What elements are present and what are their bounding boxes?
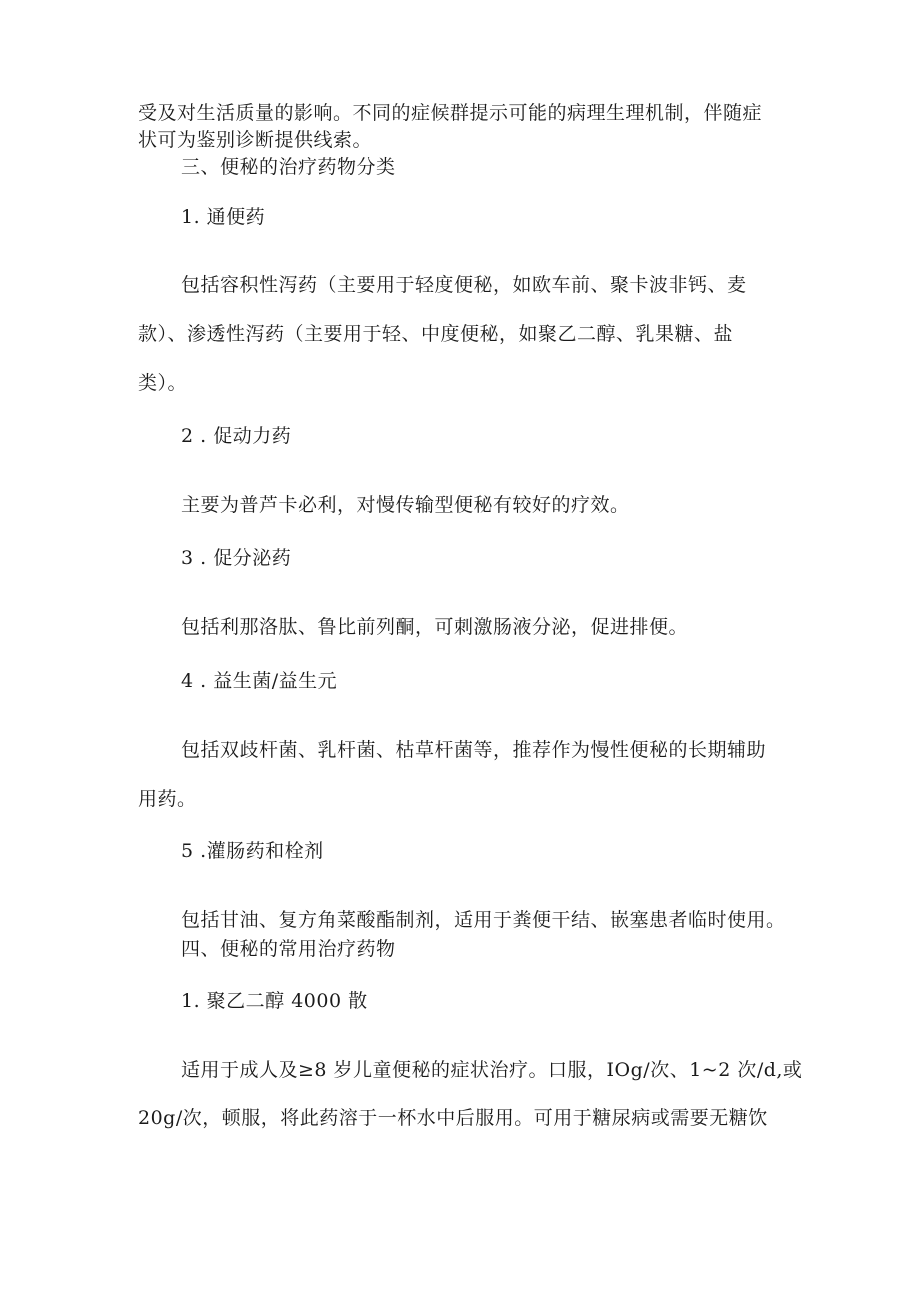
body-text-line: 款）、渗透性泻药（主要用于轻、中度便秘，如聚乙二醇、乳果糖、盐	[138, 323, 734, 345]
body-text-line: 包括利那洛肽、鲁比前列酮，可刺激肠液分泌，促进排便。	[181, 616, 689, 638]
body-text-line: 适用于成人及≥8 岁儿童便秘的症状治疗。口服，IOg/次、1~2 次/d,或	[181, 1059, 803, 1081]
subsection-heading: 3 . 促分泌药	[181, 547, 292, 569]
body-text-line: 包括双歧杆菌、乳杆菌、枯草杆菌等，推荐作为慢性便秘的长期辅助	[181, 739, 767, 761]
body-text-line: 类）。	[138, 372, 188, 394]
subsection-heading: 4 . 益生菌/益生元	[181, 670, 338, 692]
body-text-line: 状可为鉴别诊断提供线索。	[138, 129, 373, 151]
subsection-heading: 5 .灌肠药和栓剂	[181, 840, 324, 862]
subsection-heading: 1. 通便药	[181, 206, 266, 228]
section-heading: 三、便秘的治疗药物分类	[181, 156, 396, 178]
body-text-line: 包括容积性泻药（主要用于轻度便秘，如欧车前、聚卡波非钙、麦	[181, 274, 747, 296]
subsection-heading: 1. 聚乙二醇 4000 散	[181, 990, 368, 1012]
body-text-line: 受及对生活质量的影响。不同的症候群提示可能的病理生理机制，伴随症	[138, 102, 763, 124]
body-text-line: 包括甘油、复方角菜酸酯制剂，适用于粪便干结、嵌塞患者临时使用。	[181, 909, 786, 931]
body-text-line: 主要为普芦卡必利，对慢传输型便秘有较好的疗效。	[181, 494, 630, 516]
body-text-line: 20g/次，顿服，将此药溶于一杯水中后服用。可用于糖尿病或需要无糖饮	[138, 1107, 768, 1129]
body-text-line: 用药。	[138, 788, 197, 810]
subsection-heading: 2 . 促动力药	[181, 425, 292, 447]
section-heading: 四、便秘的常用治疗药物	[181, 938, 396, 960]
